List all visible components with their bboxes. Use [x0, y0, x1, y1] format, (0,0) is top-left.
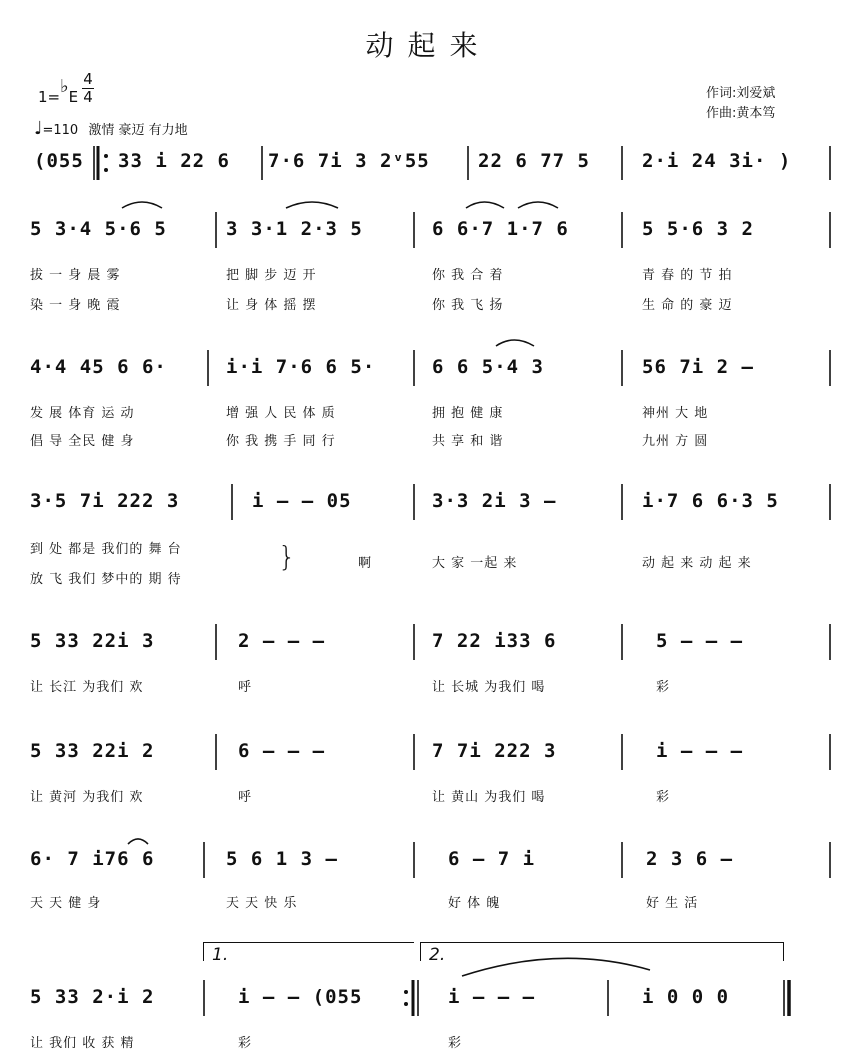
slur [286, 202, 338, 208]
lyric-line: 彩 [656, 680, 671, 695]
page-title: 动起来 [365, 29, 492, 62]
lyric-line: 你 我 合 着 [432, 268, 504, 283]
lyric-line: 让 黄河 为我们 欢 [30, 790, 144, 805]
measure: i 0 0 0 [642, 986, 730, 1008]
tempo-value: =110 [42, 123, 79, 138]
lyric-line: 倡 导 全民 健 身 [30, 434, 135, 449]
measure: 5 5·6 3 2 [642, 218, 754, 240]
measure: 7 7i 222 3 [432, 740, 557, 762]
measure: i·i 7·6 6 5· [226, 356, 376, 378]
slur [518, 202, 558, 208]
measure: 6· 7 i76 6 [30, 848, 155, 870]
lyric-line: 把 脚 步 迈 开 [226, 268, 317, 283]
lyric-line: 彩 [448, 1036, 463, 1051]
flat-sign: ♭ [60, 76, 69, 97]
key-prefix: 1= [38, 88, 61, 106]
lyric-line: 让 黄山 为我们 喝 [432, 790, 546, 805]
lyric-line: 彩 [656, 790, 671, 805]
repeat-dot [104, 168, 108, 172]
slur [122, 202, 162, 208]
lyric-line: 大 家 一起 来 [432, 556, 518, 571]
measure: 4·4 45 6 6· [30, 356, 167, 378]
measure: 6 6·7 1·7 6 [432, 218, 569, 240]
lyric-line: 神州 大 地 [642, 406, 709, 421]
measure: 5 33 22i 3 [30, 630, 155, 652]
expression-text: 激情 豪迈 有力地 [88, 123, 188, 138]
measure: 6 6 5·4 3 [432, 356, 544, 378]
measure: 33 i 22 6 [118, 150, 230, 172]
lyric-line: 你 我 飞 扬 [432, 298, 504, 313]
measure: 6 – 7 i [448, 848, 536, 870]
lyric-line: 生 命 的 豪 迈 [642, 298, 733, 313]
measure: 5 33 2·i 2 [30, 986, 155, 1008]
measure: 7·6 7i 3 2ᵛ55 [268, 150, 430, 172]
time-bottom: 4 [83, 88, 93, 106]
measure: 3·3 2i 3 – [432, 490, 557, 512]
lyric-line: 染 一 身 晚 霞 [30, 298, 121, 313]
volta-label: 1. [212, 945, 229, 965]
lyric-line: 拥 抱 健 康 [432, 406, 504, 421]
repeat-dot [104, 154, 108, 158]
brace-icon: } [278, 540, 296, 573]
measure: i – – (055 [238, 986, 363, 1008]
lyric-line: 呼 [238, 680, 253, 695]
lyric-line: 好 生 活 [646, 896, 699, 911]
lyric-line: 彩 [238, 1036, 253, 1051]
lyric-line: 让 我们 收 获 精 [30, 1036, 135, 1051]
measure-intro-pickup: (055 [34, 150, 84, 172]
lyric-line: 让 身 体 摇 摆 [226, 298, 317, 313]
measure: 5 – – – [656, 630, 744, 652]
lyric-line: 呼 [238, 790, 253, 805]
lyric-line: 九州 方 圆 [642, 434, 709, 449]
measure: i – – – [448, 986, 536, 1008]
lyric-line: 拔 一 身 晨 雾 [30, 268, 121, 283]
measure: 3·5 7i 222 3 [30, 490, 180, 512]
slur [466, 202, 504, 208]
measure: 2·i 24 3i· ) [642, 150, 792, 172]
lyric-line: 好 体 魄 [448, 896, 501, 911]
lyric-line: 到 处 都是 我们的 舞 台 [30, 542, 182, 557]
lyric-line: 让 长城 为我们 喝 [432, 680, 546, 695]
measure: 56 7i 2 – [642, 356, 754, 378]
lyric-line: 放 飞 我们 梦中的 期 待 [30, 572, 182, 587]
key-letter: E [68, 88, 79, 106]
lyric-line: 啊 [358, 556, 373, 571]
measure: 2 3 6 – [646, 848, 734, 870]
slur [128, 839, 148, 844]
lyricist: 作词:刘爱斌 [706, 86, 776, 101]
lyric-line: 动 起 来 动 起 来 [642, 556, 752, 571]
lyric-line: 增 强 人 民 体 质 [226, 406, 336, 421]
measure: i·7 6 6·3 5 [642, 490, 779, 512]
slur [462, 958, 650, 976]
measure: 5 3·4 5·6 5 [30, 218, 167, 240]
volta-label: 2. [429, 945, 446, 965]
lyric-line: 天 天 健 身 [30, 896, 102, 911]
measure: 5 6 1 3 – [226, 848, 338, 870]
slur [496, 340, 534, 346]
measure: i – – 05 [252, 490, 352, 512]
measure: 7 22 i33 6 [432, 630, 557, 652]
lyric-line: 让 长江 为我们 欢 [30, 680, 144, 695]
composer: 作曲:黄本笃 [706, 106, 776, 121]
lyric-line: 共 享 和 谐 [432, 434, 504, 449]
measure: 3 3·1 2·3 5 [226, 218, 363, 240]
measure: 22 6 77 5 [478, 150, 590, 172]
measure: i – – – [656, 740, 744, 762]
quarter-note-icon: ♩ [34, 118, 43, 139]
lyric-line: 你 我 携 手 同 行 [226, 434, 336, 449]
repeat-dot [404, 990, 408, 994]
measure: 6 – – – [238, 740, 326, 762]
lyric-line: 青 春 的 节 拍 [642, 268, 733, 283]
measure: 5 33 22i 2 [30, 740, 155, 762]
time-top: 4 [83, 70, 93, 88]
repeat-dot [404, 1002, 408, 1006]
lyric-line: 天 天 快 乐 [226, 896, 298, 911]
lyric-line: 发 展 体育 运 动 [30, 406, 135, 421]
measure: 2 – – – [238, 630, 326, 652]
